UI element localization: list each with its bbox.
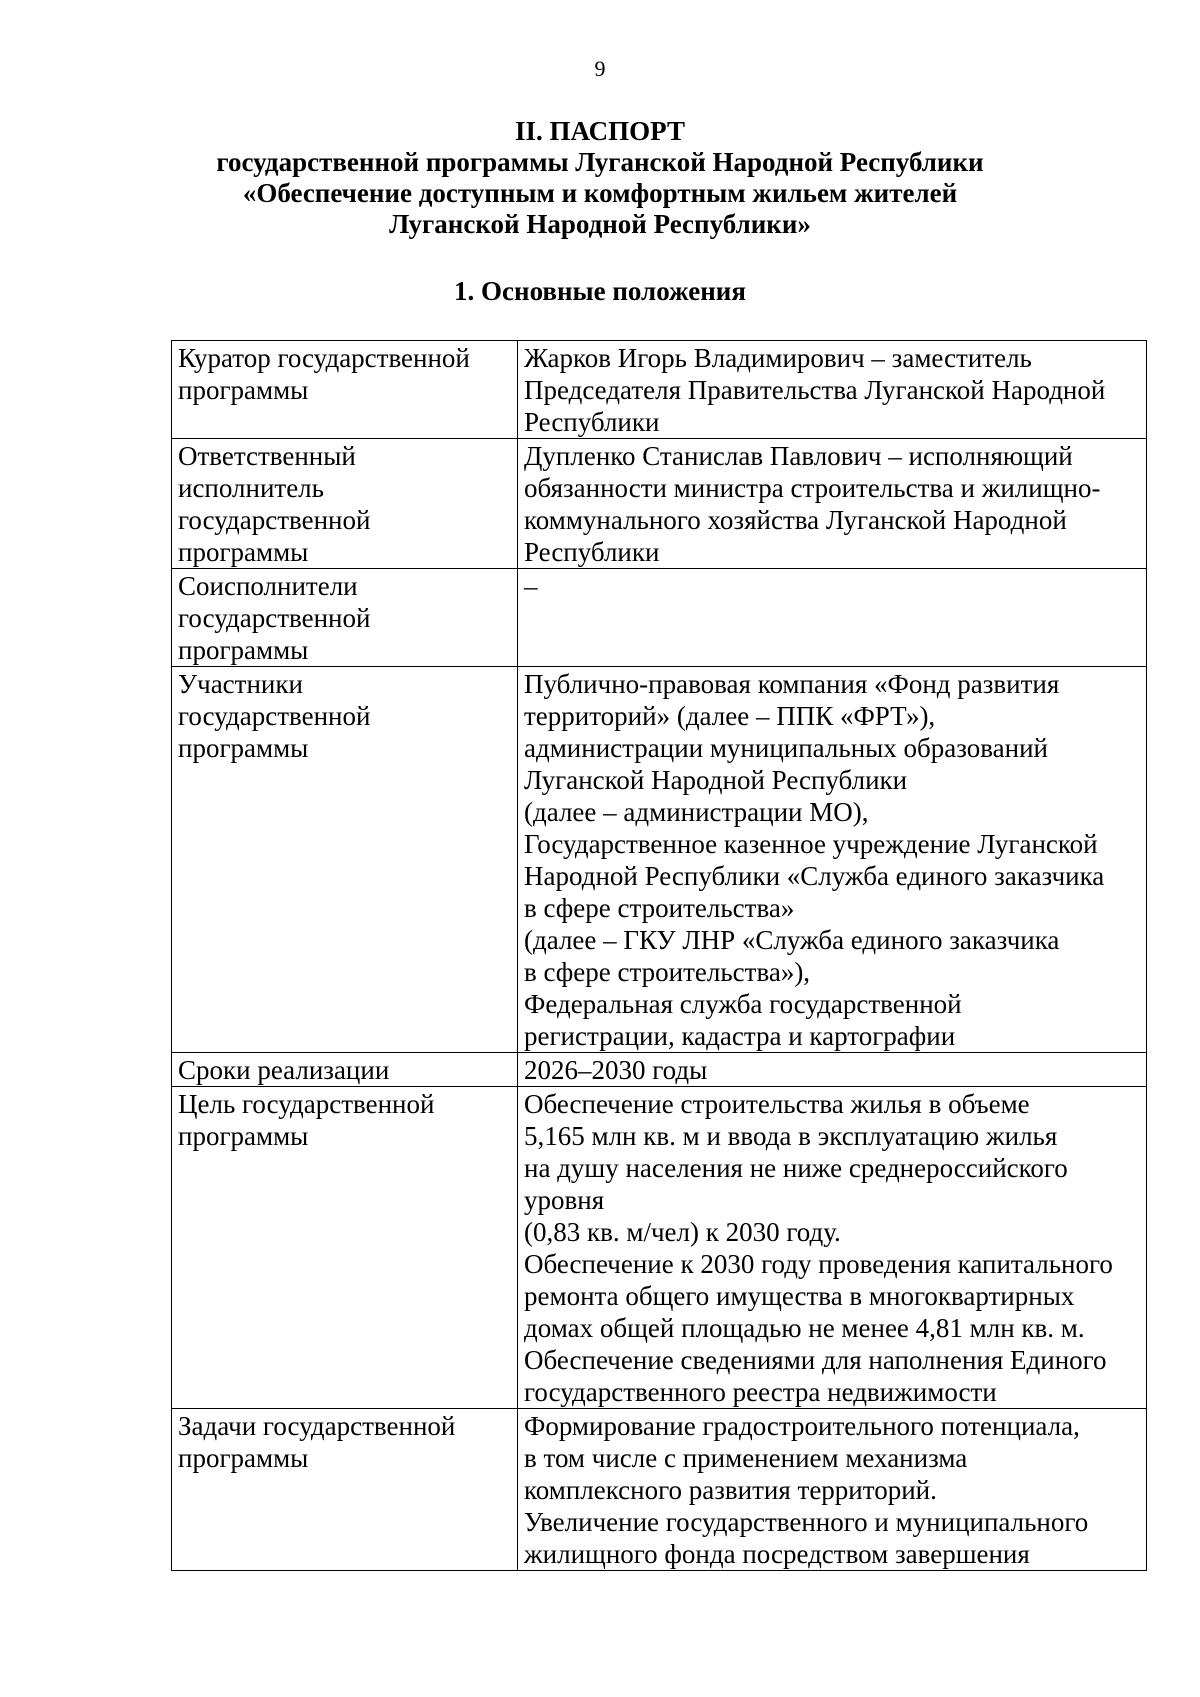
row-value-line: в сфере строительства»), <box>524 957 811 987</box>
row-label-line <box>178 1216 512 1248</box>
row-value-line: территорий» (далее – ППК «ФРТ»), <box>524 701 936 731</box>
row-label-line <box>178 1184 512 1216</box>
row-label-line: государственной <box>178 701 371 731</box>
row-value-cell <box>518 1409 1147 1571</box>
passport-table-body <box>172 341 1147 1571</box>
row-value-line: (далее – администрации МО), <box>524 797 869 827</box>
row-label-line <box>178 1506 512 1538</box>
row-label-line: Цель государственной <box>178 1089 435 1119</box>
row-label-line <box>178 1312 512 1344</box>
row-value-line: комплексного развития территорий. <box>524 1475 937 1505</box>
table-row <box>172 1087 1147 1409</box>
row-label-line: программы <box>178 635 309 665</box>
row-label-cell <box>172 569 518 667</box>
row-value-line: Обеспечение к 2030 году проведения капитального <box>524 1249 1113 1279</box>
row-value-line: Луганской Народной Республики <box>524 765 908 795</box>
row-value-line: в сфере строительства» <box>524 893 795 923</box>
row-value-cell <box>518 341 1147 439</box>
row-label-line: программы <box>178 537 309 567</box>
row-value-line: обязанности министра строительства и жилищно- <box>524 473 1101 503</box>
page-number: 9 <box>594 56 606 81</box>
row-label-line <box>178 988 512 1020</box>
table-row <box>172 569 1147 667</box>
row-label-line: Задачи государственной <box>178 1411 456 1441</box>
row-label-line: программы <box>178 1443 309 1473</box>
row-value-line: уровня <box>524 1185 605 1215</box>
document-heading <box>0 116 1200 240</box>
row-label-line <box>178 1020 512 1052</box>
table-row <box>172 667 1147 1053</box>
row-label-line <box>178 1248 512 1280</box>
row-value-line: Жарков Игорь Владимирович – заместитель <box>524 343 1032 373</box>
row-value-line: 5,165 млн кв. м и ввода в эксплуатацию жилья <box>524 1121 1058 1151</box>
row-label-line: исполнитель <box>178 473 324 503</box>
row-label-line <box>178 1474 512 1506</box>
row-label-cell <box>172 1087 518 1409</box>
row-label-line: Соисполнители <box>178 571 358 601</box>
heading-line-4: Луганской Народной Республики» <box>389 209 811 239</box>
row-label-line <box>178 956 512 988</box>
row-label-line: программы <box>178 733 309 763</box>
passport-table <box>171 340 1147 1571</box>
row-value-line: Республики <box>524 407 660 437</box>
row-label-cell <box>172 667 518 1053</box>
row-value-line: жилищного фонда посредством завершения <box>524 1539 1030 1569</box>
row-label-cell <box>172 439 518 569</box>
row-label-line: Ответственный <box>178 441 356 471</box>
row-value-line: Обеспечение строительства жилья в объеме <box>524 1089 1030 1119</box>
row-value-line: Государственное казенное учреждение Луганской <box>524 829 1098 859</box>
row-value-cell <box>518 569 1147 667</box>
row-value-line: Дупленко Станислав Павлович – исполняющий <box>524 441 1073 471</box>
row-value-line: государственного реестра недвижимости <box>524 1377 997 1407</box>
row-label-line: Сроки реализации <box>178 1055 390 1085</box>
row-label-line: Куратор государственной <box>178 343 470 373</box>
row-value-line: Народной Республики «Служба единого заказчика <box>524 861 1105 891</box>
row-label-line <box>178 1152 512 1184</box>
row-label-cell <box>172 1053 518 1087</box>
row-label-line: программы <box>178 1121 309 1151</box>
row-value-line: коммунального хозяйства Луганской Народной <box>524 505 1067 535</box>
row-value-cell <box>518 667 1147 1053</box>
row-label-cell <box>172 1409 518 1571</box>
heading-line-2: государственной программы Луганской Народной Республики <box>216 147 984 177</box>
row-label-line <box>178 1538 512 1570</box>
row-value-line: ремонта общего имущества в многоквартирных <box>524 1281 1075 1311</box>
row-label-line <box>178 1376 512 1408</box>
row-value-line: регистрации, кадастра и картографии <box>524 1021 956 1051</box>
row-label-line <box>178 892 512 924</box>
table-row <box>172 1053 1147 1087</box>
row-value-line <box>524 602 1141 634</box>
row-label-line <box>178 1344 512 1376</box>
row-value-line: (0,83 кв. м/чел) к 2030 году. <box>524 1217 841 1247</box>
row-value-line: Федеральная служба государственной <box>524 989 962 1019</box>
row-value-cell <box>518 439 1147 569</box>
row-label-line: государственной <box>178 603 371 633</box>
row-label-line <box>178 764 512 796</box>
row-label-line <box>178 924 512 956</box>
row-value-line: Республики <box>524 537 660 567</box>
row-label-line <box>178 1280 512 1312</box>
row-label-line: государственной <box>178 505 371 535</box>
row-value-line: (далее – ГКУ ЛНР «Служба единого заказчика <box>524 925 1060 955</box>
row-value-line: Председателя Правительства Луганской Народной <box>524 375 1106 405</box>
row-value-line: администрации муниципальных образований <box>524 733 1048 763</box>
heading-line-3: «Обеспечение доступным и комфортным жильем жителей <box>242 178 958 208</box>
row-value-line: Увеличение государственного и муниципального <box>524 1507 1089 1537</box>
row-value-cell <box>518 1087 1147 1409</box>
heading-line-1: II. ПАСПОРТ <box>514 116 685 146</box>
row-value-line: Обеспечение сведениями для наполнения Единого <box>524 1345 1107 1375</box>
row-label-cell <box>172 341 518 439</box>
row-value-line: 2026–2030 годы <box>524 1055 708 1085</box>
row-value-line: в том числе с применением механизма <box>524 1443 968 1473</box>
row-value-line: домах общей площадью не менее 4,81 млн кв. м. <box>524 1313 1085 1343</box>
row-label-line: Участники <box>178 669 303 699</box>
row-label-line <box>178 860 512 892</box>
row-label-line <box>178 828 512 860</box>
row-label-line: программы <box>178 375 309 405</box>
row-label-line <box>178 796 512 828</box>
table-row <box>172 1409 1147 1571</box>
row-value-line: – <box>524 571 538 601</box>
row-value-line: Публично-правовая компания «Фонд развития <box>524 669 1060 699</box>
row-value-cell <box>518 1053 1147 1087</box>
table-row <box>172 439 1147 569</box>
section-title: 1. Основные положения <box>454 276 746 306</box>
table-row <box>172 341 1147 439</box>
row-value-line: на душу населения не ниже среднероссийского <box>524 1153 1068 1183</box>
row-value-line <box>524 634 1141 666</box>
row-value-line: Формирование градостроительного потенциала, <box>524 1411 1080 1441</box>
